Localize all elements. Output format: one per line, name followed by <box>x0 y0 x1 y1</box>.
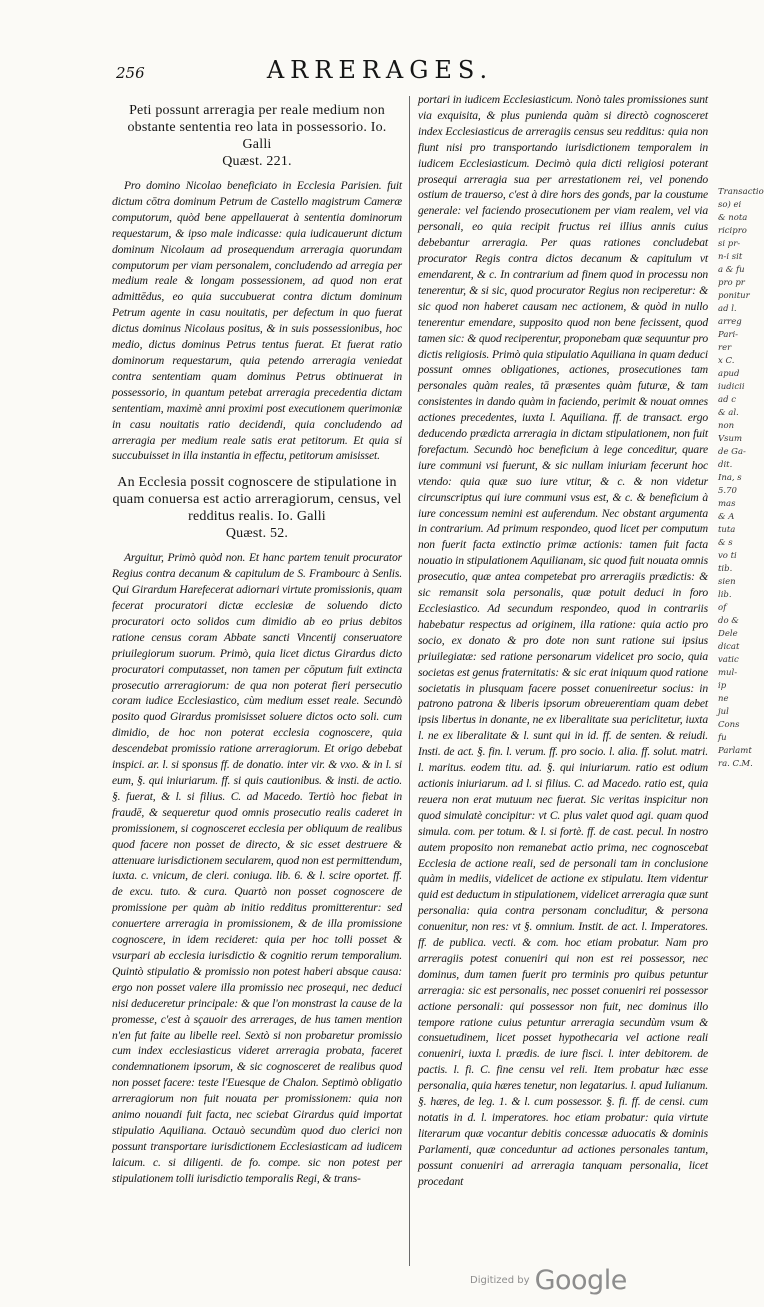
watermark-prefix: Digitized by <box>470 1275 530 1286</box>
margin-notes <box>718 186 764 771</box>
margin-note: ip <box>718 681 727 691</box>
digitized-watermark <box>470 1265 627 1296</box>
margin-note: rer <box>718 343 732 353</box>
page-number: 256 <box>116 64 145 82</box>
margin-note: ad l. <box>718 304 737 314</box>
section-heading-1-text: Peti possunt arreragia per reale medium non obstante sententia reo lata in possessorio. Io. Galli <box>127 103 387 152</box>
margin-note: ne <box>718 694 729 704</box>
margin-note: dit. <box>718 460 733 470</box>
margin-note: pro pr <box>718 278 745 288</box>
right-column-body <box>418 92 708 1190</box>
left-column <box>112 92 402 1191</box>
margin-note: & A <box>718 512 735 522</box>
google-logo: Google <box>534 1265 627 1296</box>
section-heading-1 <box>112 102 402 170</box>
margin-note: ricipro <box>718 226 747 236</box>
section-body-2 <box>112 550 402 1186</box>
section-heading-1-ref: Quæst. 221. <box>222 154 292 169</box>
margin-note: mul- <box>718 668 738 678</box>
margin-note: mas <box>718 499 736 509</box>
margin-note: iudicii <box>718 382 745 392</box>
section-body-1 <box>112 178 402 464</box>
margin-note: de Ga- <box>718 447 746 457</box>
margin-note: ad c <box>718 395 736 405</box>
section-heading-2 <box>112 474 402 542</box>
margin-note: sien <box>718 577 736 587</box>
right-column-paragraph: portari in iudicem Ecclesiasticum. Nonò tales promissiones sunt via exquisita, & plus punienda quàm si directò cognosceret index Ecclesiasticus de arreragiis census seu redditus: quia non fiunt nisi pro transportando iurisdictionem temporalem in iudicem Ecclesiasticum. Decimò quia dicti religiosi poterant prosequi arreragia sua per arrestationem rei, vel ponendo ostium de trauerso, c'est à dire hors des gonds, par la coustume generale: vel faciendo prosecutionem per viam realem, vel via personali, eo quia recipit fructus rei illius annis cuius debebantur arreragia. Per quas rationes concludebat procurator Regis contra dictos decanum & capitulum vt emendarent, & c. In contrarium ad finem quod in processu non tenerentur, & si sic, quod procurator Regius non reciperetur: & sic quod non haberet causam nec actionem, & quòd in nullo tenerentur emendare, supposito quod non bene fecissent, quod tamen sic: & quod reciperentur, proponebam quæ sequuntur pro dictis religiosis. Primò quia stipulatio Aquiliana in quam deduci possunt omnes obligationes, actiones, prosecutiones tam personales quàm reales, tā præsentes quàm futuræ, & tam consistentes in dando quàm in faciendo, perimit & nouat omnes actiones precedentes, iuxta l. Aquiliana. ff. de transact. ergo deducendo prædicta arreragia in dictam stipulationem, non fuit forefactum. Secundò hoc beneficium à lege conceditur, quare iure communi vsi fuerunt, & sic nullam iniuriam fecerunt hoc vtendo: quia quæ suo iure vtitur, & c. & non videtur circunscriptus qui iure communi vsus est, & c. & beneficium à iure concessum nemini est auferendum. Nec obstant argumenta in contrarium. Ad primum respondeo, quod licet per computum non fuerit facta extinctio primæ actionis: tamen fuit facta nouatio in stipulationem Aquilianam, sic quod fuit nouata omnis prosecutio, quæ antea competebat pro arreragiis prædictis: & sic remansit sola personalis, quæ potuit deduci in foro Ecclesiastico. Ad secundum respondeo, quod in contrariis habebatur respectus ad originem, illa ratione: quia actio pro socio, ex donato & pro dote non sunt ratione sui ipsius priuilegiatæ: sed ratione personarum videlicet pro socio, quia societas est genus fraternitatis: & sic erat iniquum quod ratione societatis in plusquam facere posset conuenireetur socius: in patrono patrona & liberis ipsorum obreuerentiam quam debet ipsis libertus in donante, ne ex liberalitate sua periclitetur, iuxta l. ne ex liberalitate & l. sunt qui in id. ff. de senten. & reiudi. Insti. de act. §. fin. l. verum. ff. pro socio. l. alia. ff. solut. matri. l. maritus. eodem titu. ad. §. qui iniuriarum. ratio est odium actionis iniuriarum. ad l. si filius. C. ad Macedo. ratio est, quia reuera non erat mutuum nec fuerat. Sic veritas inspicitur non quod simulatè concipitur: vt C. plus valet quod agi. quam quod simula. com. per totum. & l. si fortè. ff. de cast. pecul. In nostro autem proposito non remanebat actio prima, nec cognoscebat Ecclesia de actione reali, sed de personali tam in conclusione quàm in mediis, videlicet de actione ex stipulatu. Item videntur quid est deductum in stipulationem, videlicet arreragia quæ sunt personalia: quia contra personam concluditur, & persona conuenitur, non res: vt §. omnium. Instit. de act. l. Imperatores. ff. de publica. vecti. & com. hoc etiam probatur. Nam pro arreragiis potest conueniri qui non est rei possessor, nec dominus, dum tamen fuerit pro terminis pro quibus petuntur arreragia: sic est personalis, nec posset conueniri rei possessor actione personali: qui possessor non fuit, nec dominus illo tempore ratione cuius petuntur arreragia secundùm vsum & consuetudinem, licet posset hypothecaria vel actione reali conueniri, iuxta l. prædis. de iure fisci. l. inter debitorem. de pactis. l. fi. C. fine censu vel reli. Item probatur hæc esse personalia, quia hæres tenetur, non legatarius. l. apud Iulianum. §. hæres, de leg. 1. & l. cum possessor. §. fi. ff. de censi. cum notatis in d. l. imperatores. hoc etiam probatur: quia virtute literarum quæ vocantur debitis concessæ aduocatis & dominis Parlamenti, quæ conceduntur ad actiones personales tantum, possunt conueniri ad arreragia tanquam personalia, licet procedant <box>418 93 708 1188</box>
margin-note: apud <box>718 369 740 379</box>
margin-note: Pari- <box>718 330 739 340</box>
section-heading-2-text: An Ecclesia possit cognoscere de stipulatione in quam conuersa est actio arreragiorum, census, vel redditus realis. Io. Galli <box>112 475 402 525</box>
section-2-paragraph: Arguitur, Primò quòd non. Et hanc partem tenuit procurator Regius contra decanum & capitulum de S. Frambourc à Senlis. Qui Girardum Harefecerat adiornari virtute promissionis, quam fecerat procuratori dictæ ecclesiæ de soluendo dicto procuratori octo solidos cum dimidio ab eo prius debitos ratione census coram Abbate sancti Vincentij conseruatore priuilegiorum suorum. Primò, quia licet dictus Girardus dicto procuratori computasset, non tamen per cōputum fuit extincta prosecutio arreragiorum: de qua non poterat fieri persecutio coram iudice Ecclesiastico, cùm medium esset reale. Secundò posito quod Girardus promisisset soluere dictos octo soli. cum dimidio, de hoc non poterat ecclesia cognoscere, quia descendebat promissio ratione arreragiorum. Et origo debebat inspici. ar. l. si sponsus ff. de donatio. inter vir. & vxo. & in l. si eum, §. qui iniuriarum. ff. si quis cautionibus. & insti. de actio. §. fuerat, & l. si filius. C. ad Macedo. Tertiò hoc fiebat in fraudē, & sequeretur quod omnis prosecutio realis caderet in promissionem, si cognosceret ecclesia per obliquum de realibus quod facere non posset de directo, & sic esset destruere & attenuare iurisdictionem secularem, quod non est permittendum, iuxta. c. vnicum, de cleri. coniuga. lib. 6. & l. scire oportet. ff. de excu. tuto. & cura. Quartò non posset cognoscere de promissione per quàm ab initio redditus promitterentur: sed conuertere arreragia in promissionem, & de illa promissione cognoscere, in idem recideret: quia per hoc tolli posset & vsurpari ab ecclesia iurisdictio & cognitio rerum temporalium. Quintò stipulatio & promissio non potest haberi absque causa: ergo non posset valere illa promissio nec prosequi, nec deduci nisi deduceretur principale: & que l'on monstrast la cause de la promesse, c'est à sçauoir des arrerages, de hus tamen mention n'en fut faite au libelle reel. Sextò si non probaretur promissio cum index ecclesiasticus videret arreragia probata, faceret condemnationem ipsorum, & sic cognosceret de realibus quod non posset facere: teste l'Euesque de Chalon. Septimò obligatio arreragiorum non fuit nouata per promissionem: quia non animo nouandi fuit facta, nec sciebat Girardus quid importat stipulatio Aquiliana. Octauò secundùm quod duo clerici non possunt transportare iurisdictionem Ecclesiasticam ad iudicem laicum. c. si diligenti. de fo. compe. sic non potest per stipulationem tolli iurisdictio temporalis Regi, & trans- <box>112 551 402 1185</box>
margin-note: ra. C.M. <box>718 759 753 769</box>
margin-note: so) ei <box>718 200 742 210</box>
margin-note: Transactio <box>718 187 764 197</box>
margin-note: & s <box>718 538 733 548</box>
margin-note: 5.70 <box>718 486 737 496</box>
margin-note: Vsum <box>718 434 743 444</box>
margin-note: n-i sit <box>718 252 743 262</box>
margin-note: of <box>718 603 727 613</box>
margin-note: & nota <box>718 213 748 223</box>
margin-note: x C. <box>718 356 735 366</box>
margin-note: vo ti <box>718 551 737 561</box>
margin-note: tuta <box>718 525 736 535</box>
running-title: ARRERAGES. <box>266 56 494 84</box>
right-column <box>418 92 708 1194</box>
margin-note: ponitur <box>718 291 750 301</box>
section-heading-2-ref: Quæst. 52. <box>225 526 289 542</box>
margin-note: tib. <box>718 564 733 574</box>
margin-note: do & <box>718 616 739 626</box>
margin-note: jul <box>718 707 729 717</box>
margin-note: Parlamt <box>718 746 752 756</box>
margin-note: dicat <box>718 642 740 652</box>
margin-note: Ina, s <box>718 473 742 483</box>
margin-note: si pr- <box>718 239 741 249</box>
margin-note: lib. <box>718 590 732 600</box>
margin-note: fu <box>718 733 727 743</box>
margin-note: Dele <box>718 629 738 639</box>
margin-note: Cons <box>718 720 740 730</box>
page-header <box>110 52 650 82</box>
section-1-paragraph: Pro domino Nicolao beneficiato in Ecclesia Parisien. fuit dictum cōtra dominum Petrum de Castello magistrum Cameræ computorum, quòd bene appellauerat à sententia dominorum requestarum, & ipso male indicasse: quia iudicauerunt dictum dominum Nicolaum ad prosequendum arreragia quorundam computorum per viam personalem, concludendo ad arregia per medium reale & longam possessionem, ad quod non erat admittēdus, eo quia succubuerat contra dictum dominum Petrum agente in casu nouitatis, per defectum in quo fuerat dictus dominus Nicolaus positus, & in suis possessionibus, hoc medio, dictus dominus Petrus tentus fuerat. Et fuerat ratio dominorum requestarum, quia petendo arreragia veniedat contra sententiam quam dominus Petrus obtinuerat in possessorio, in quantum petebat arreragia precedentia dictam sententiam, maximè anni proximi post executionem querimoniæ in casu nouitatis ratio decidendi, quia concludendo ad arreragia per medium reale satis erat petitorum. Et quia si succubuisset in illa instantia in effectu, petitorum amisisset. <box>112 179 402 463</box>
margin-note: arreg <box>718 317 742 327</box>
margin-note: & al. <box>718 408 739 418</box>
column-divider <box>409 96 410 1266</box>
margin-note: non <box>718 421 735 431</box>
margin-note: vatic <box>718 655 739 665</box>
margin-note: a & fu <box>718 265 745 275</box>
